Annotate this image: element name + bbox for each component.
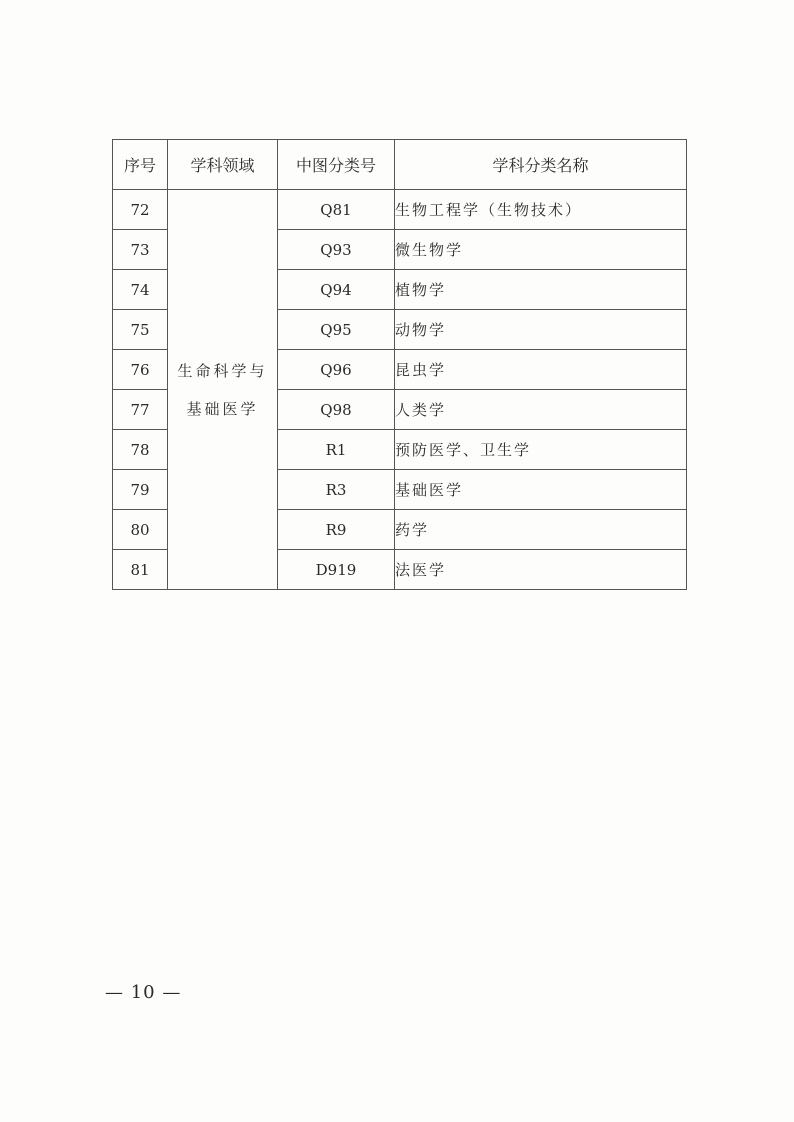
row-name: 人类学 bbox=[395, 390, 687, 430]
row-num: 79 bbox=[113, 470, 168, 510]
row-code: Q95 bbox=[278, 310, 395, 350]
header-num: 序号 bbox=[113, 140, 168, 190]
row-name: 法医学 bbox=[395, 550, 687, 590]
field-line: 基础医学 bbox=[186, 399, 259, 418]
row-num: 74 bbox=[113, 270, 168, 310]
field-line: 生命科学与 bbox=[177, 361, 268, 380]
header-code: 中图分类号 bbox=[278, 140, 395, 190]
row-name: 昆虫学 bbox=[395, 350, 687, 390]
row-code: Q93 bbox=[278, 230, 395, 270]
row-name: 植物学 bbox=[395, 270, 687, 310]
row-code: R1 bbox=[278, 430, 395, 470]
page-number: — 10 — bbox=[105, 982, 182, 1003]
row-name: 生物工程学（生物技术） bbox=[395, 190, 687, 230]
table-header-row bbox=[113, 140, 687, 190]
row-name: 动物学 bbox=[395, 310, 687, 350]
row-code: Q81 bbox=[278, 190, 395, 230]
row-num: 78 bbox=[113, 430, 168, 470]
row-num: 80 bbox=[113, 510, 168, 550]
row-num: 77 bbox=[113, 390, 168, 430]
header-name: 学科分类名称 bbox=[395, 140, 687, 190]
table-row bbox=[113, 190, 687, 230]
row-code: R9 bbox=[278, 510, 395, 550]
row-name: 基础医学 bbox=[395, 470, 687, 510]
row-num: 81 bbox=[113, 550, 168, 590]
row-name: 预防医学、卫生学 bbox=[395, 430, 687, 470]
row-name: 微生物学 bbox=[395, 230, 687, 270]
row-num: 76 bbox=[113, 350, 168, 390]
row-code: R3 bbox=[278, 470, 395, 510]
row-code: Q96 bbox=[278, 350, 395, 390]
row-code: Q94 bbox=[278, 270, 395, 310]
row-code: Q98 bbox=[278, 390, 395, 430]
row-name: 药学 bbox=[395, 510, 687, 550]
row-num: 73 bbox=[113, 230, 168, 270]
row-num: 72 bbox=[113, 190, 168, 230]
field-cell bbox=[168, 190, 278, 590]
classification-table bbox=[112, 139, 687, 590]
row-code: D919 bbox=[278, 550, 395, 590]
header-field: 学科领域 bbox=[168, 140, 278, 190]
row-num: 75 bbox=[113, 310, 168, 350]
